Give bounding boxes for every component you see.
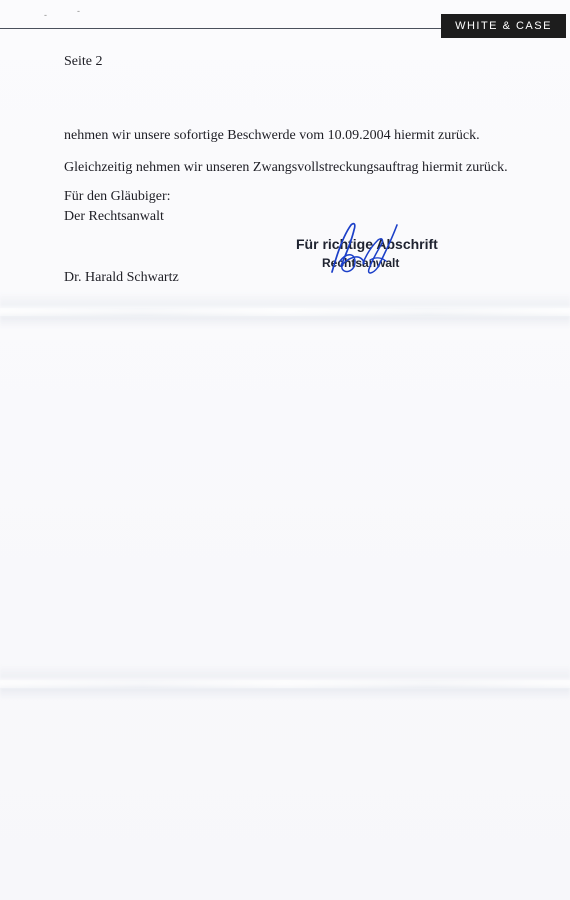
scan-mark: - — [44, 10, 47, 20]
firm-logo: WHITE & CASE — [441, 14, 566, 38]
signer-name: Dr. Harald Schwartz — [64, 270, 179, 285]
page-number: Seite 2 — [64, 54, 103, 69]
closing-title: Der Rechtsanwalt — [64, 209, 164, 224]
certification-stamp — [296, 236, 436, 290]
paper-fold-streak — [0, 308, 570, 316]
letterhead-rule — [0, 28, 442, 29]
stamp-role-text: Rechtsanwalt — [322, 256, 400, 270]
body-line: nehmen wir unsere sofortige Beschwerde vom 10.09.2004 hiermit zurück. — [64, 128, 480, 143]
closing-label: Für den Gläubiger: — [64, 189, 171, 204]
stamp-certification-text: Für richtige Abschrift — [296, 236, 438, 252]
scan-mark: - — [77, 6, 80, 16]
paper-fold-streak — [0, 680, 570, 688]
body-line: Gleichzeitig nehmen wir unseren Zwangsvollstreckungsauftrag hiermit zurück. — [64, 160, 508, 175]
